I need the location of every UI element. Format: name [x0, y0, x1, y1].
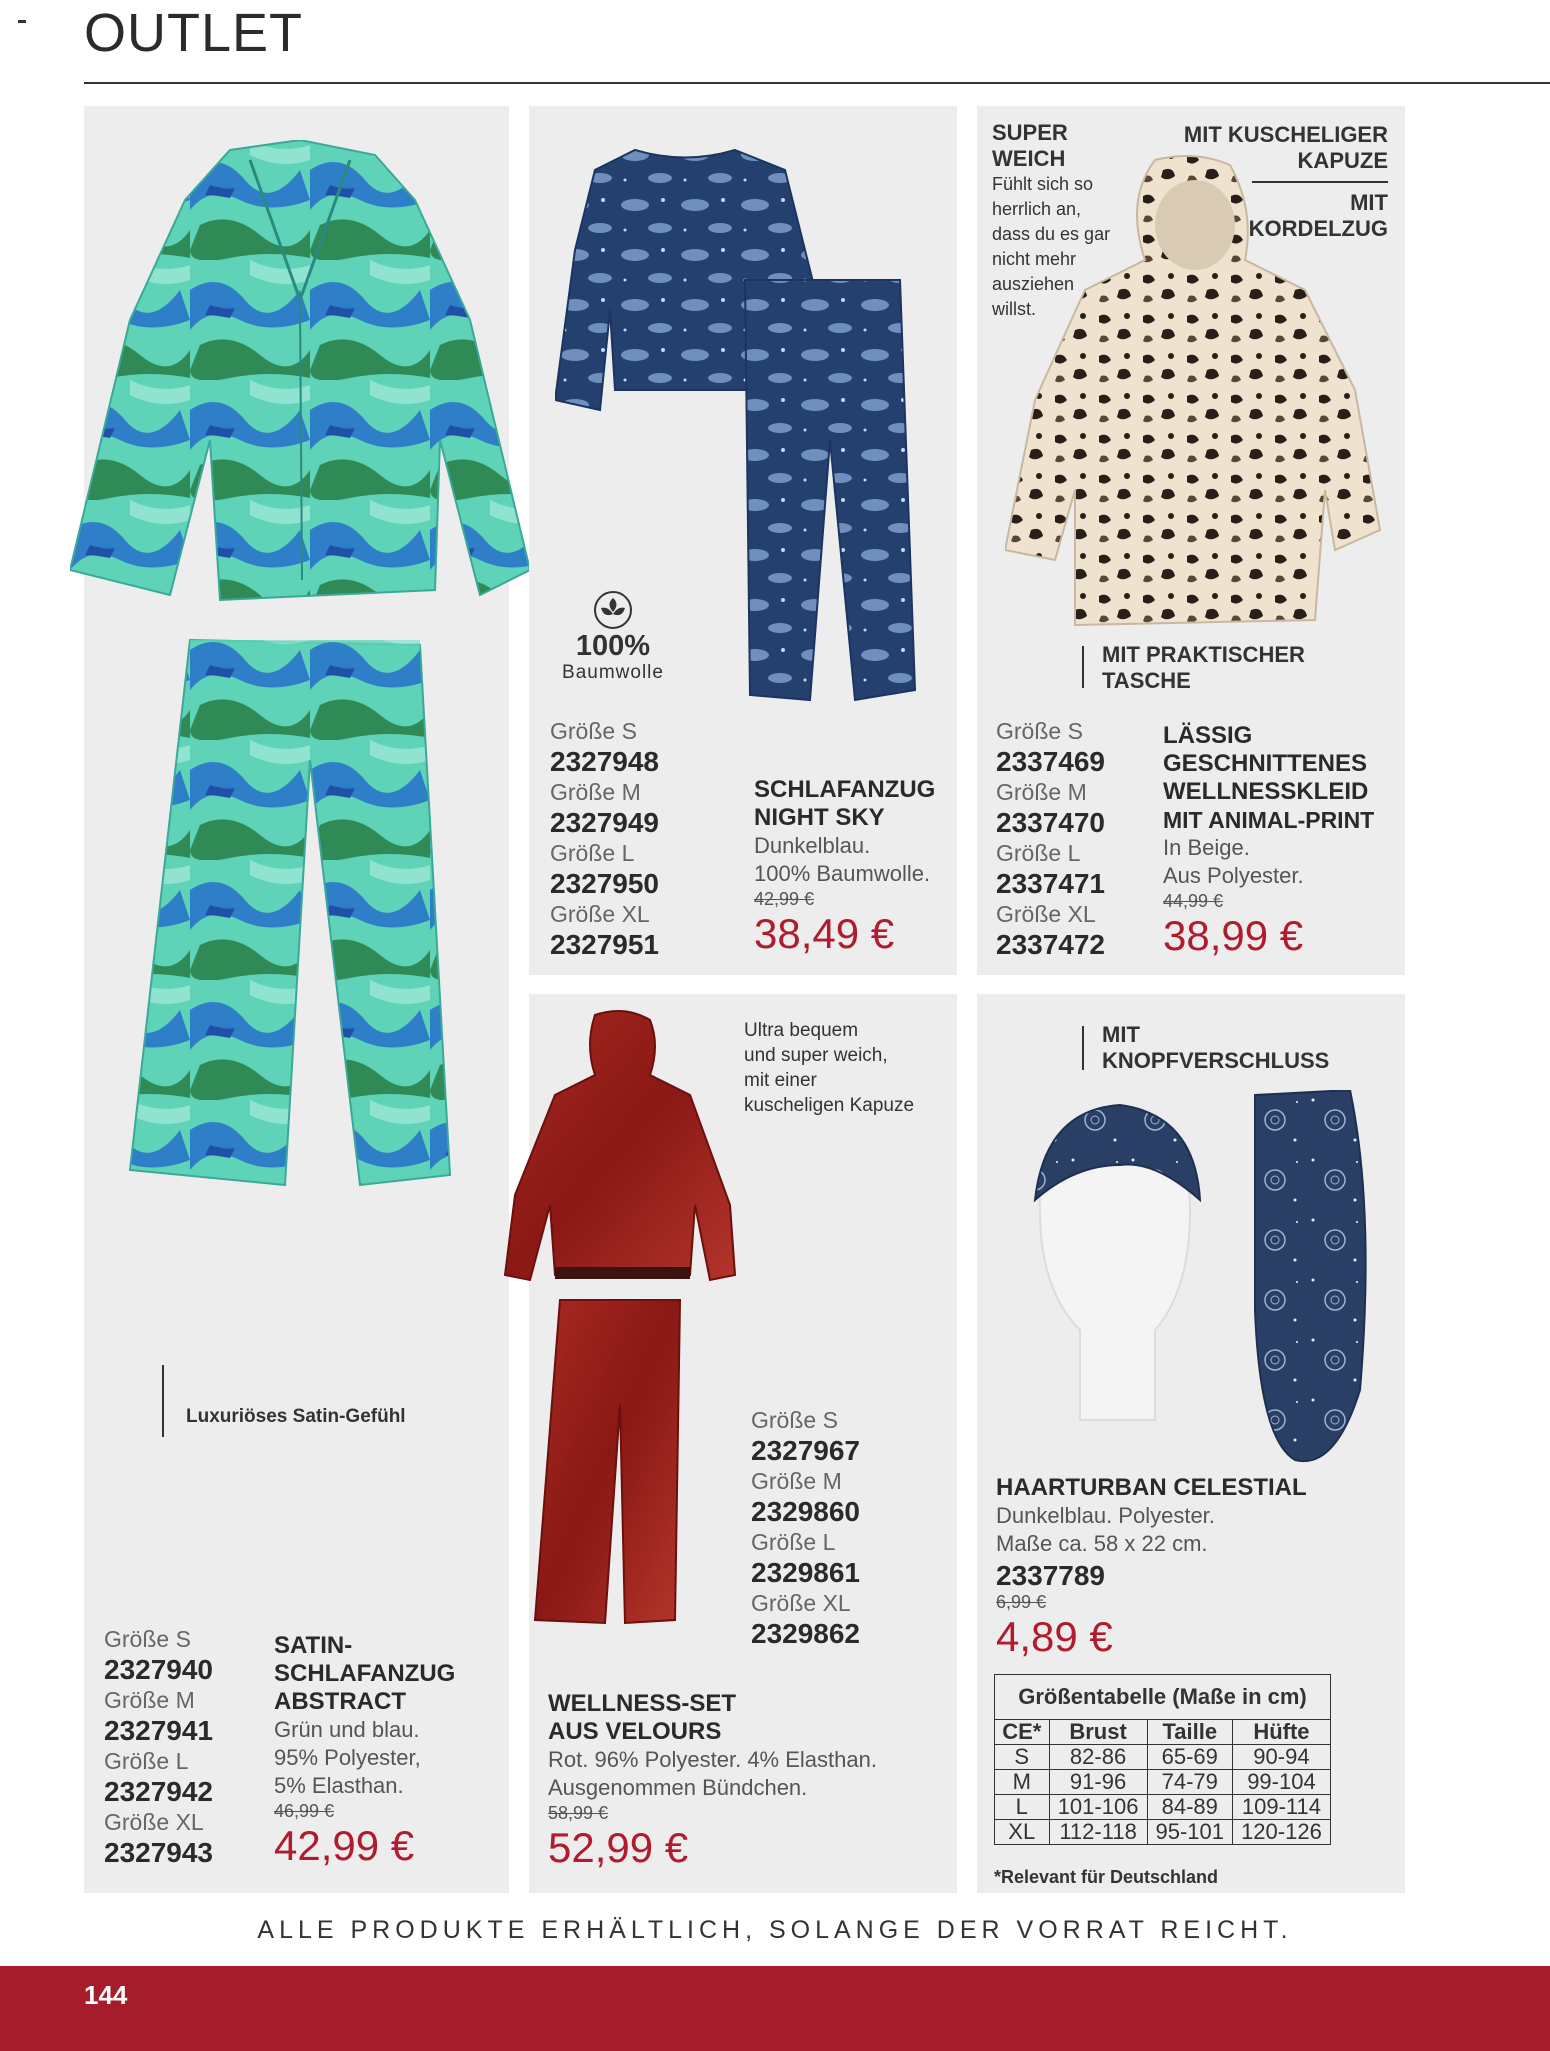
- size-label: Größe M: [751, 1468, 842, 1494]
- sku: 2327942: [104, 1776, 214, 1807]
- pocket-callout: [1102, 642, 1305, 694]
- product-name: WELLNESSKLEID: [1163, 778, 1369, 805]
- velours-callout: [744, 1018, 944, 1118]
- cotton-badge-value: 100%: [575, 630, 651, 662]
- satin-pyjama-image: [70, 140, 530, 1350]
- table-cell: 109-114: [1232, 1795, 1330, 1820]
- velours-callout-line: Ultra bequem: [744, 1020, 859, 1041]
- velours-callout-line: kuscheligen Kapuze: [744, 1095, 915, 1116]
- page-title: OUTLET: [84, 3, 304, 63]
- table-cell: XL: [995, 1820, 1050, 1845]
- product-name: AUS VELOURS: [548, 1718, 722, 1745]
- product-name: SCHLAFANZUG: [754, 776, 936, 803]
- size-label: Größe S: [550, 718, 637, 744]
- price: 38,99 €: [1163, 912, 1304, 959]
- old-price: 44,99 €: [1163, 891, 1224, 911]
- sku: 2327948: [550, 746, 660, 777]
- size-label: Größe M: [996, 779, 1087, 805]
- product-desc: Rot. 96% Polyester. 4% Elasthan.: [548, 1747, 877, 1772]
- product-desc: 100% Baumwolle.: [754, 861, 931, 886]
- sku: 2337470: [996, 807, 1106, 838]
- sku: 2337469: [996, 746, 1106, 777]
- size-label: Größe L: [996, 840, 1081, 866]
- soft-callout-text: herrlich an,: [992, 199, 1082, 219]
- product-desc: Aus Polyester.: [1163, 863, 1304, 888]
- hood-callout: [1150, 122, 1388, 174]
- velours-info: [548, 1690, 948, 1872]
- table-cell: 95-101: [1147, 1820, 1232, 1845]
- product-desc: Grün und blau.: [274, 1717, 420, 1742]
- soft-callout-text: ausziehen: [992, 274, 1075, 294]
- cotton-badge-label: Baumwolle: [562, 662, 664, 683]
- size-table: [994, 1674, 1331, 1845]
- page-number: 144: [84, 1980, 128, 2010]
- table-cell: 82-86: [1049, 1745, 1147, 1770]
- product-desc: Dunkelblau. Polyester.: [996, 1503, 1215, 1528]
- cotton-icon: [590, 590, 636, 630]
- hood-callout-line: MIT KUSCHELIGER: [1183, 122, 1388, 147]
- sku: 2337789: [996, 1560, 1106, 1591]
- product-name: WELLNESS-SET: [548, 1690, 737, 1717]
- table-cell: 84-89: [1147, 1795, 1232, 1820]
- sku: 2327940: [104, 1654, 214, 1685]
- table-header: Hüfte: [1232, 1720, 1330, 1745]
- product-desc: Maße ca. 58 x 22 cm.: [996, 1531, 1208, 1556]
- drawstring-callout-line: KORDELZUG: [1248, 216, 1388, 241]
- nightsky-info: [754, 776, 954, 958]
- size-label: Größe XL: [104, 1809, 204, 1835]
- table-row: [995, 1770, 1331, 1795]
- table-cell: 99-104: [1232, 1770, 1330, 1795]
- table-cell: S: [995, 1745, 1050, 1770]
- sku: 2329862: [751, 1618, 861, 1649]
- sku: 2327949: [550, 807, 660, 838]
- size-table-title: Größentabelle (Maße in cm): [994, 1674, 1331, 1719]
- velours-set-image: [500, 1005, 750, 1630]
- table-header-row: [995, 1720, 1331, 1745]
- header-rule: [84, 82, 1550, 84]
- sku: 2327941: [104, 1715, 214, 1746]
- old-price: 42,99 €: [754, 889, 815, 909]
- table-cell: 112-118: [1049, 1820, 1147, 1845]
- drawstring-callout: [1150, 190, 1388, 242]
- callout-line: [1082, 646, 1084, 688]
- button-callout: [1102, 1022, 1329, 1074]
- size-label: Größe XL: [550, 901, 650, 927]
- price: 38,49 €: [754, 910, 895, 957]
- table-cell: 101-106: [1049, 1795, 1147, 1820]
- size-label: Größe S: [751, 1407, 838, 1433]
- table-cell: M: [995, 1770, 1050, 1795]
- callout-line: [1082, 1026, 1084, 1070]
- size-table-grid: [994, 1719, 1331, 1845]
- pocket-callout-line: TASCHE: [1102, 668, 1191, 693]
- sku: 2337472: [996, 929, 1106, 960]
- table-row: [995, 1820, 1331, 1845]
- product-name: GESCHNITTENES: [1163, 750, 1368, 777]
- size-label: Größe L: [751, 1529, 836, 1555]
- satin-callout: Luxuriöses Satin-Gefühl: [186, 1406, 406, 1427]
- button-callout-line: KNOPFVERSCHLUSS: [1102, 1048, 1330, 1073]
- price: 42,99 €: [274, 1822, 415, 1869]
- hair-turban-image: [1005, 1090, 1395, 1470]
- size-label: Größe M: [104, 1687, 195, 1713]
- satin-info: [274, 1632, 504, 1870]
- soft-callout-title: WEICH: [992, 146, 1066, 171]
- product-name: NIGHT SKY: [754, 804, 885, 831]
- soft-callout: [992, 120, 1152, 322]
- size-label: Größe M: [550, 779, 641, 805]
- product-desc: 5% Elasthan.: [274, 1773, 404, 1798]
- table-cell: 120-126: [1232, 1820, 1330, 1845]
- footer-bar: [0, 1966, 1550, 2051]
- table-cell: 91-96: [1049, 1770, 1147, 1795]
- sku: 2327967: [751, 1435, 861, 1466]
- product-name: MIT ANIMAL-PRINT: [1163, 807, 1375, 833]
- nightsky-size-list: [550, 716, 700, 960]
- product-name: HAARTURBAN CELESTIAL: [996, 1474, 1307, 1501]
- corner-mark: [18, 20, 26, 23]
- table-cell: 65-69: [1147, 1745, 1232, 1770]
- sku: 2329861: [751, 1557, 861, 1588]
- hood-callout-line: KAPUZE: [1297, 148, 1388, 173]
- size-label: Größe XL: [751, 1590, 851, 1616]
- table-header: Taille: [1147, 1720, 1232, 1745]
- footer-note: ALLE PRODUKTE ERHÄLTLICH, SOLANGE DER VORRAT REICHT.: [257, 1916, 1293, 1944]
- sku: 2327943: [104, 1837, 214, 1868]
- soft-callout-text: Fühlt sich so: [992, 174, 1094, 194]
- product-desc: 95% Polyester,: [274, 1745, 421, 1770]
- sku: 2327950: [550, 868, 660, 899]
- soft-callout-text: dass du es gar: [992, 224, 1111, 244]
- wellnesskleid-info: [1163, 722, 1403, 960]
- table-cell: L: [995, 1795, 1050, 1820]
- old-price: 6,99 €: [996, 1592, 1047, 1612]
- drawstring-callout-line: MIT: [1350, 190, 1388, 215]
- product-desc: Ausgenommen Bündchen.: [548, 1775, 808, 1800]
- size-label: Größe S: [996, 718, 1083, 744]
- price: 4,89 €: [996, 1613, 1113, 1660]
- product-desc: Dunkelblau.: [754, 833, 871, 858]
- table-row: [995, 1745, 1331, 1770]
- table-header: Brust: [1049, 1720, 1147, 1745]
- button-callout-line: MIT: [1102, 1022, 1140, 1047]
- satin-size-list: [104, 1624, 254, 1868]
- table-row: [995, 1795, 1331, 1820]
- size-label: Größe L: [550, 840, 635, 866]
- soft-callout-text: nicht mehr: [992, 249, 1077, 269]
- size-label: Größe XL: [996, 901, 1096, 927]
- velours-callout-line: mit einer: [744, 1070, 817, 1091]
- sku: 2329860: [751, 1496, 861, 1527]
- product-name: SCHLAFANZUG: [274, 1660, 456, 1687]
- price: 52,99 €: [548, 1824, 689, 1871]
- product-desc: In Beige.: [1163, 835, 1250, 860]
- callout-line: [162, 1365, 164, 1437]
- velours-size-list: [751, 1405, 901, 1649]
- wellnesskleid-size-list: [996, 716, 1146, 960]
- sku: 2337471: [996, 868, 1106, 899]
- size-label: Größe L: [104, 1748, 189, 1774]
- turban-info: [996, 1474, 1396, 1661]
- pocket-callout-line: MIT PRAKTISCHER: [1102, 642, 1305, 667]
- old-price: 46,99 €: [274, 1801, 335, 1821]
- old-price: 58,99 €: [548, 1803, 609, 1823]
- size-label: Größe S: [104, 1626, 191, 1652]
- table-cell: 74-79: [1147, 1770, 1232, 1795]
- soft-callout-title: SUPER: [992, 120, 1068, 145]
- product-name: LÄSSIG: [1163, 722, 1253, 749]
- callout-divider: [1252, 181, 1388, 183]
- product-name: SATIN-: [274, 1632, 353, 1659]
- velours-callout-line: und super weich,: [744, 1045, 888, 1066]
- table-header: CE*: [995, 1720, 1050, 1745]
- soft-callout-text: willst.: [992, 299, 1036, 319]
- table-cell: 90-94: [1232, 1745, 1330, 1770]
- product-name: ABSTRACT: [274, 1688, 406, 1715]
- size-table-footnote: *Relevant für Deutschland: [994, 1867, 1219, 1887]
- sku: 2327951: [550, 929, 660, 960]
